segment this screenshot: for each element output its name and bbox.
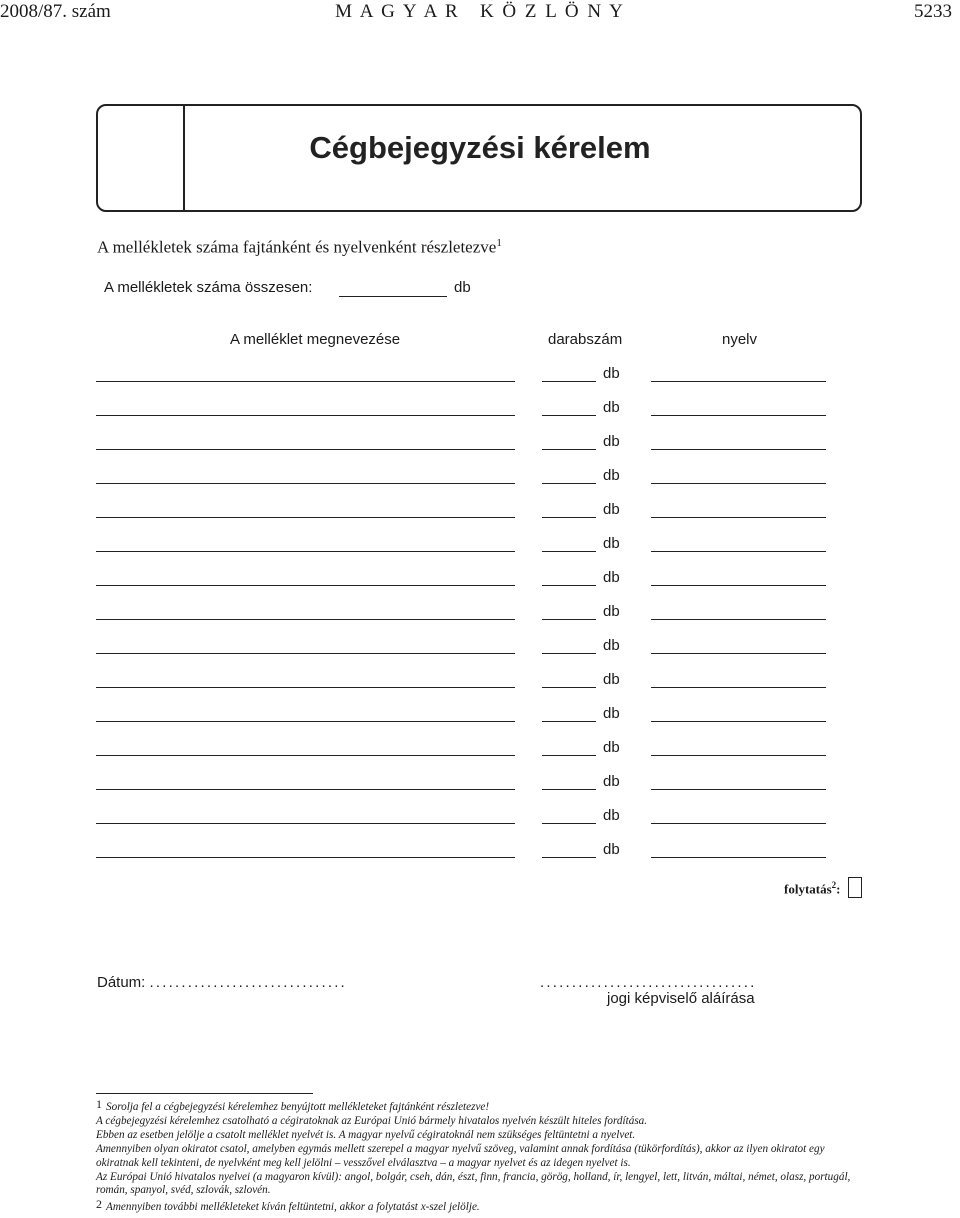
attachment-language-field[interactable]: [651, 517, 826, 518]
attachment-name-field[interactable]: [96, 823, 515, 824]
attachment-name-field[interactable]: [96, 381, 515, 382]
attachment-count-unit: db: [603, 841, 620, 858]
attachment-language-field[interactable]: [651, 687, 826, 688]
attachment-count-unit: db: [603, 535, 620, 552]
attachment-count-field[interactable]: [542, 789, 596, 790]
footnote-1-text-1: Sorolja fel a cégbejegyzési kérelemhez benyújtott mellékleteket fajtánként részletezve!: [106, 1101, 490, 1113]
attachment-count-field[interactable]: [542, 517, 596, 518]
footnote-1-line-4: Amennyiben olyan okiratot csatol, amelyben egymás mellett szerepel a magyar nyelvű szöveg, valamint annak fordítása (tükörfordítás), akkor az ilyen okiratot egy okiratnak kell tekinteni, de nyelvként meg kell jelölni – vesszővel elválasztva – a magyar nyelvet és az idegen nyelvet is.: [96, 1142, 825, 1169]
attachment-language-field[interactable]: [651, 381, 826, 382]
page-number: 5233: [914, 1, 952, 22]
attachment-name-field[interactable]: [96, 483, 515, 484]
attachment-count-unit: db: [603, 637, 620, 654]
attachment-count-unit: db: [603, 739, 620, 756]
attachment-count-field[interactable]: [542, 755, 596, 756]
attachment-count-field[interactable]: [542, 449, 596, 450]
attachment-name-field[interactable]: [96, 517, 515, 518]
footnote-ref-2: 2: [831, 880, 837, 890]
attachment-count-field[interactable]: [542, 585, 596, 586]
attachment-language-field[interactable]: [651, 551, 826, 552]
signature-caption: jogi képviselő aláírása: [607, 990, 755, 1007]
attachments-heading-text: A mellékletek száma fajtánként és nyelvenként részletezve: [97, 237, 497, 257]
attachment-language-field[interactable]: [651, 653, 826, 654]
footnote-1-line-5: Az Európai Unió hivatalos nyelvei (a magyaron kívül): angol, bolgár, cseh, dán, észt, finn, francia, görög, holland, ír, lengyel, lett, litván, máltai, német, olasz, portugál, román, spanyol, svéd, szlovák, szlovén.: [96, 1170, 851, 1197]
continuation-label: [784, 880, 841, 897]
journal-title: M A G Y A R K Ö Z L Ö N Y: [335, 1, 625, 22]
attachment-count-unit: db: [603, 807, 620, 824]
attachment-count-field[interactable]: [542, 483, 596, 484]
attachment-name-field[interactable]: [96, 687, 515, 688]
attachment-language-field[interactable]: [651, 483, 826, 484]
attachment-count-field[interactable]: [542, 857, 596, 858]
signature-line[interactable]: ..................................: [540, 974, 757, 991]
total-count-unit: db: [454, 279, 471, 296]
attachment-name-field[interactable]: [96, 789, 515, 790]
footnote-2-text-1: Amennyiben további mellékleteket kíván feltüntetni, akkor a folytatást x-szel jelölje.: [106, 1201, 480, 1214]
attachment-count-field[interactable]: [542, 687, 596, 688]
attachment-name-field[interactable]: [96, 857, 515, 858]
column-header-name: A melléklet megnevezése: [230, 331, 401, 348]
attachment-language-field[interactable]: [651, 823, 826, 824]
attachment-count-field[interactable]: [542, 415, 596, 416]
attachment-name-field[interactable]: [96, 653, 515, 654]
attachment-count-unit: db: [603, 773, 620, 790]
attachment-name-field[interactable]: [96, 619, 515, 620]
date-field[interactable]: [97, 974, 347, 991]
attachment-count-field[interactable]: [542, 551, 596, 552]
total-count-field[interactable]: [339, 296, 447, 297]
footnote-2-line-1: [96, 1198, 866, 1215]
footnote-ref-1: 1: [496, 237, 502, 249]
footnote-1-marker: 1: [96, 1097, 102, 1111]
footnote-1-line-2: A cégbejegyzési kérelemhez csatolható a cégiratoknak az Európai Unió bármely hivatalos nyelvén készült hiteles fordítása.: [96, 1114, 648, 1127]
form-title: Cégbejegyzési kérelem: [309, 130, 651, 165]
attachment-name-field[interactable]: [96, 415, 515, 416]
attachment-language-field[interactable]: [651, 789, 826, 790]
column-header-count: darabszám: [548, 331, 623, 348]
date-label: Dátum:: [97, 974, 146, 991]
footnote-1-line-3: Ebben az esetben jelölje a csatolt melléklet nyelvét is. A magyar nyelvű cégiratoknál nem szükséges feltüntetni a nyelvet.: [96, 1128, 636, 1141]
attachments-heading: [97, 237, 502, 258]
issue-number: 2008/87. szám: [0, 1, 111, 22]
attachment-count-unit: db: [603, 365, 620, 382]
attachment-count-unit: db: [603, 501, 620, 518]
total-count-label: A mellékletek száma összesen:: [104, 279, 313, 296]
continuation-label-text: folytatás: [784, 881, 832, 897]
date-dots: ...............................: [149, 974, 347, 991]
footnote-separator: [96, 1093, 313, 1094]
attachment-count-unit: db: [603, 399, 620, 416]
continuation-checkbox[interactable]: [848, 877, 862, 898]
attachment-name-field[interactable]: [96, 449, 515, 450]
continuation-colon: :: [836, 881, 841, 897]
attachment-count-field[interactable]: [542, 653, 596, 654]
attachment-language-field[interactable]: [651, 755, 826, 756]
footnotes: [96, 1098, 866, 1215]
attachment-count-field[interactable]: [542, 381, 596, 382]
attachment-count-field[interactable]: [542, 721, 596, 722]
attachment-name-field[interactable]: [96, 551, 515, 552]
attachment-name-field[interactable]: [96, 755, 515, 756]
attachment-count-unit: db: [603, 569, 620, 586]
attachment-language-field[interactable]: [651, 721, 826, 722]
attachment-language-field[interactable]: [651, 449, 826, 450]
attachment-count-unit: db: [603, 671, 620, 688]
attachment-language-field[interactable]: [651, 619, 826, 620]
attachment-name-field[interactable]: [96, 585, 515, 586]
attachment-count-unit: db: [603, 467, 620, 484]
column-header-language: nyelv: [722, 331, 758, 348]
footnote-1-line-1: [96, 1098, 866, 1115]
attachment-count-unit: db: [603, 603, 620, 620]
attachment-language-field[interactable]: [651, 857, 826, 858]
attachment-count-unit: db: [603, 705, 620, 722]
attachment-count-unit: db: [603, 433, 620, 450]
attachment-count-field[interactable]: [542, 823, 596, 824]
footnote-2-marker: 2: [96, 1197, 102, 1212]
attachment-name-field[interactable]: [96, 721, 515, 722]
attachment-count-field[interactable]: [542, 619, 596, 620]
attachment-language-field[interactable]: [651, 415, 826, 416]
attachment-language-field[interactable]: [651, 585, 826, 586]
